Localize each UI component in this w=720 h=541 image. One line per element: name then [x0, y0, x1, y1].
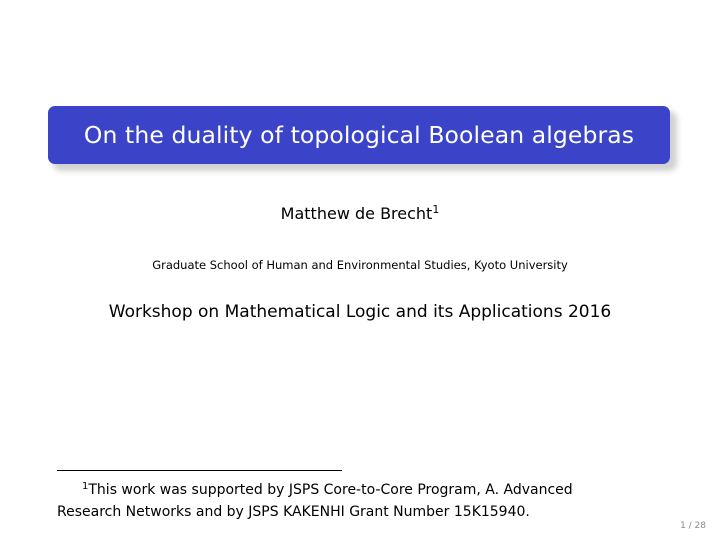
event-name: Workshop on Mathematical Logic and its Applications 2016 — [108, 302, 612, 322]
footnote-line-2: Research Networks and by JSPS KAKENHI Grant Number 15K15940. — [57, 504, 530, 520]
author — [0, 204, 720, 223]
slide-title: On the duality of topological Boolean algebras — [83, 121, 635, 149]
footnote-divider — [57, 470, 342, 471]
footnote-text-1: This work was supported by JSPS Core-to-Core Program, A. Advanced — [88, 482, 573, 498]
footnote — [57, 479, 637, 523]
page-number: 1 / 28 — [680, 521, 706, 531]
footnote-mark: 1 — [82, 481, 89, 492]
author-footnote-mark: 1 — [432, 203, 440, 216]
title-box — [48, 106, 670, 164]
author-name: Matthew de Brecht — [280, 204, 433, 223]
affiliation: Graduate School of Human and Environmental Studies, Kyoto University — [152, 258, 568, 272]
footnote-line-1 — [57, 479, 637, 501]
